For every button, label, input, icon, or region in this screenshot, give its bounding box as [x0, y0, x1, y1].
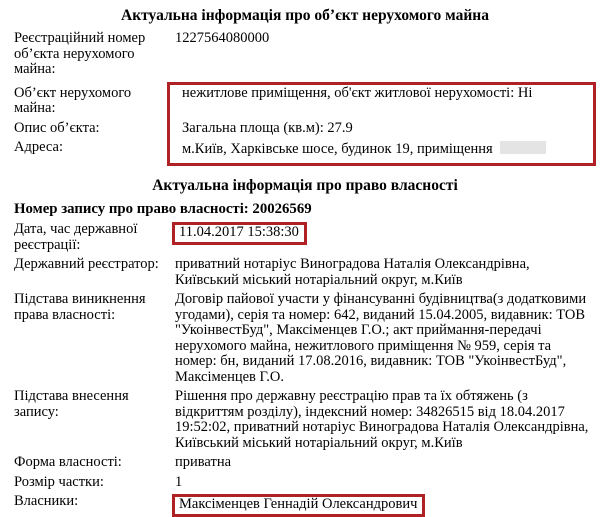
registration-number-value: 1227564080000 — [175, 30, 270, 46]
share-size-value: 1 — [175, 473, 183, 490]
section2-title: Актуальна інформація про право власності — [152, 176, 458, 194]
row-ownership-form — [14, 455, 596, 471]
section1-title: Актуальна інформація про об’єкт нерухомого майна — [121, 7, 489, 24]
address-value — [175, 140, 596, 158]
row-record-entry-basis — [14, 389, 596, 451]
ownership-form-label: Форма власності: — [14, 454, 122, 470]
ownership-origin-basis-label: Підстава виникнення права власності: — [14, 291, 146, 323]
registration-datetime-label: Дата, час державної реєстрації: — [14, 221, 138, 253]
owner-name-text: Максіменцев Геннадій Олександрович — [179, 496, 418, 512]
row-object-description — [14, 121, 596, 137]
ownership-form-value: приватна — [175, 454, 232, 470]
registration-number-label: Реєстраційний номер об’єкта нерухомого майна: — [14, 30, 146, 77]
ownership-origin-basis-value: Договір пайової участи у фінансуванні будівництва(з додатковими угодами), серія та номер: 642, виданий 15.04.2005, видавник: ТОВ "УкоінвестБуд", Максіменцев Г.О.; акт приймання-передачі нерухомого майна, нежитлового приміщення № 959, серія та номер: бн, виданий 17.08.2016, видавник: ТОВ "УкоінвестБуд", Максіменцев Г.О. — [175, 291, 587, 385]
property-object-label: Об’єкт нерухомого майна: — [14, 84, 132, 116]
row-owners — [14, 494, 596, 517]
row-share-size — [14, 475, 596, 491]
object-description-label: Опис об’єкта: — [14, 119, 100, 136]
row-state-registrar — [14, 257, 596, 288]
record-entry-basis-value: Рішення про державну реєстрацію прав та їх обтяжень (з відкриттям розділу), індексний номер: 34826515 від 18.04.2017 19:52:02, приватний нотаріус Виноградова Наталія Олександрівна, Київський міський нотаріальний округ, м.Київ — [175, 388, 589, 451]
row-registration-datetime — [14, 222, 596, 253]
record-entry-basis-label: Підстава внесення запису: — [14, 388, 129, 420]
address-text: м.Київ, Харківське шосе, будинок 19, приміщення — [182, 141, 493, 157]
state-registrar-label: Державний реєстратор: — [14, 256, 159, 272]
property-object-value: нежитлове приміщення, об'єкт житлової нерухомості: Ні — [182, 84, 533, 101]
row-address — [14, 140, 596, 158]
object-description-value: Загальна площа (кв.м): 27.9 — [182, 119, 353, 136]
owners-label: Власники: — [14, 493, 79, 509]
address-label: Адреса: — [14, 139, 63, 155]
row-ownership-origin-basis — [14, 292, 596, 385]
owners-value — [175, 494, 596, 517]
row-property-object — [14, 86, 596, 117]
redacted-premises-number — [500, 141, 546, 154]
registration-datetime-text: 11.04.2017 15:38:30 — [179, 224, 299, 240]
registration-datetime-value — [175, 222, 596, 253]
share-size-label: Розмір частки: — [14, 473, 104, 490]
highlight-box-owner — [172, 494, 425, 517]
state-registrar-value: приватний нотаріус Виноградова Наталія Олександрівна, Київський міський нотаріальний округ, м.Київ — [175, 256, 530, 288]
row-registration-number — [14, 31, 596, 78]
ownership-record-number-line: Номер запису про право власності: 20026569 — [14, 200, 312, 217]
object-info-group — [14, 82, 596, 166]
highlight-box-date — [172, 222, 307, 245]
